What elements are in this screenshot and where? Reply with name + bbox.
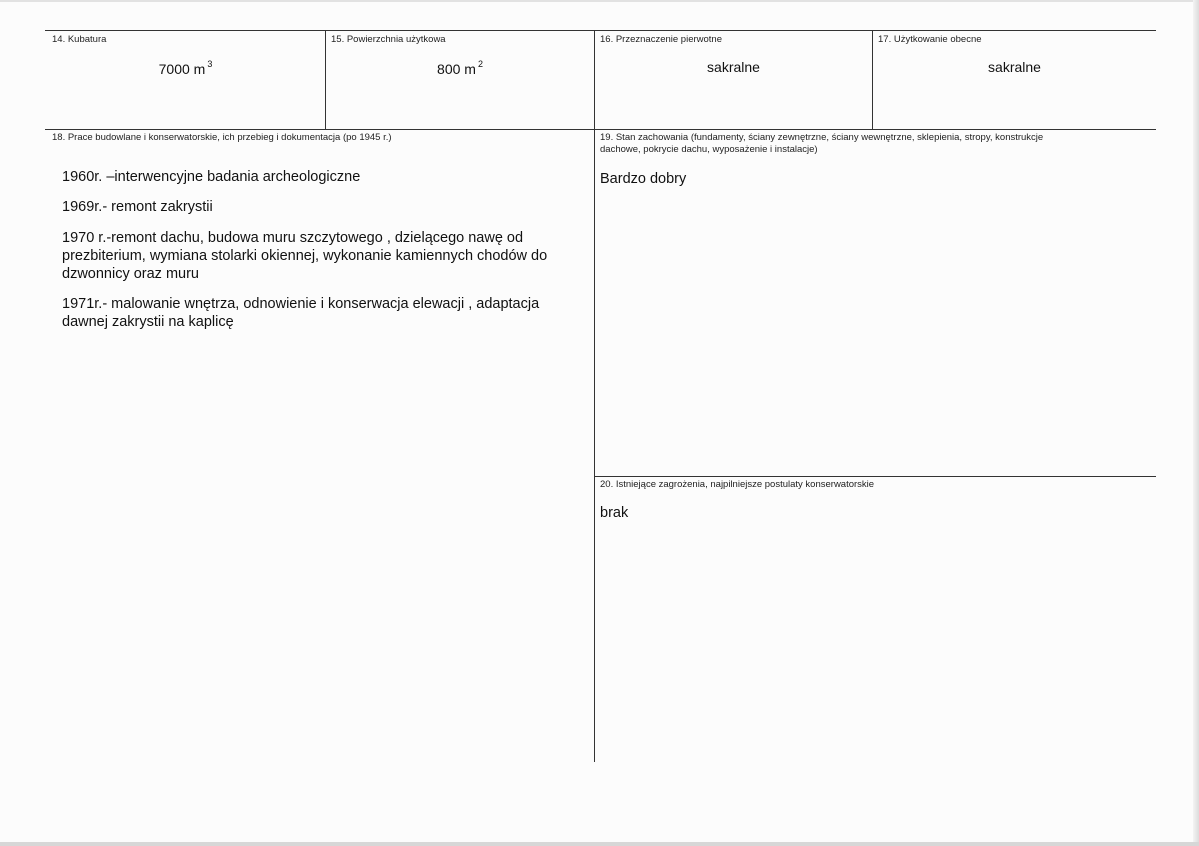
kubatura-number: 7000 m (158, 61, 206, 77)
zagrozenia-value: brak (600, 505, 629, 521)
przeznaczenie-label: 16. Przeznaczenie pierwotne (600, 34, 722, 45)
prace-entry-1971: 1971r.- malowanie wnętrza, odnowienie i konserwacja elewacji , adaptacja dawnej zakrystii na kaplicę (62, 296, 540, 330)
powierzchnia-value (326, 59, 594, 77)
prace-entry-1970: 1970 r.-remont dachu, budowa muru szczytowego , dzielącego nawę od prezbiterium, wymiana stolarki okiennej, wykonanie kamiennych chodów do dzwonnicy oraz muru (62, 230, 548, 282)
scan-edge-top (0, 0, 1199, 2)
prace-label: 18. Prace budowlane i konserwatorskie, ich przebieg i dokumentacja (po 1945 r.) (52, 132, 392, 143)
table-divider-14-15 (325, 30, 326, 129)
prace-entries (62, 168, 587, 343)
stan-value: Bardzo dobry (600, 171, 687, 187)
table-divider-16-17 (872, 30, 873, 129)
przeznaczenie-value: sakralne (707, 59, 760, 75)
uzytkowanie-label: 17. Użytkowanie obecne (878, 34, 982, 45)
uzytkowanie-value: sakralne (988, 59, 1041, 75)
stan-label: 19. Stan zachowania (fundamenty, ściany zewnętrzne, ściany wewnętrzne, sklepienia, stropy, konstrukcje dachowe, pokrycie dachu, wyposażenie i instalacje) (600, 132, 1044, 155)
zagrozenia-label: 20. Istniejące zagrożenia, najpilniejsze postulaty konserwatorskie (600, 479, 875, 490)
powierzchnia-label: 15. Powierzchnia użytkowa (331, 34, 446, 45)
table-rule-row1-bottom (45, 129, 1156, 130)
scan-edge-right (1193, 0, 1199, 846)
scan-edge-bottom (0, 842, 1199, 846)
table-divider-center (594, 30, 595, 762)
prace-entry-1969: 1969r.- remont zakrystii (62, 199, 213, 215)
kubatura-exponent: 3 (207, 59, 213, 69)
powierzchnia-exponent: 2 (477, 59, 483, 69)
powierzchnia-number: 800 m (437, 61, 476, 77)
kubatura-label: 14. Kubatura (52, 34, 107, 45)
table-rule-section19-bottom (594, 476, 1156, 477)
prace-entry-1960: 1960r. –interwencyjne badania archeologiczne (62, 169, 361, 185)
table-rule-top (45, 30, 1156, 31)
kubatura-value (46, 59, 325, 77)
